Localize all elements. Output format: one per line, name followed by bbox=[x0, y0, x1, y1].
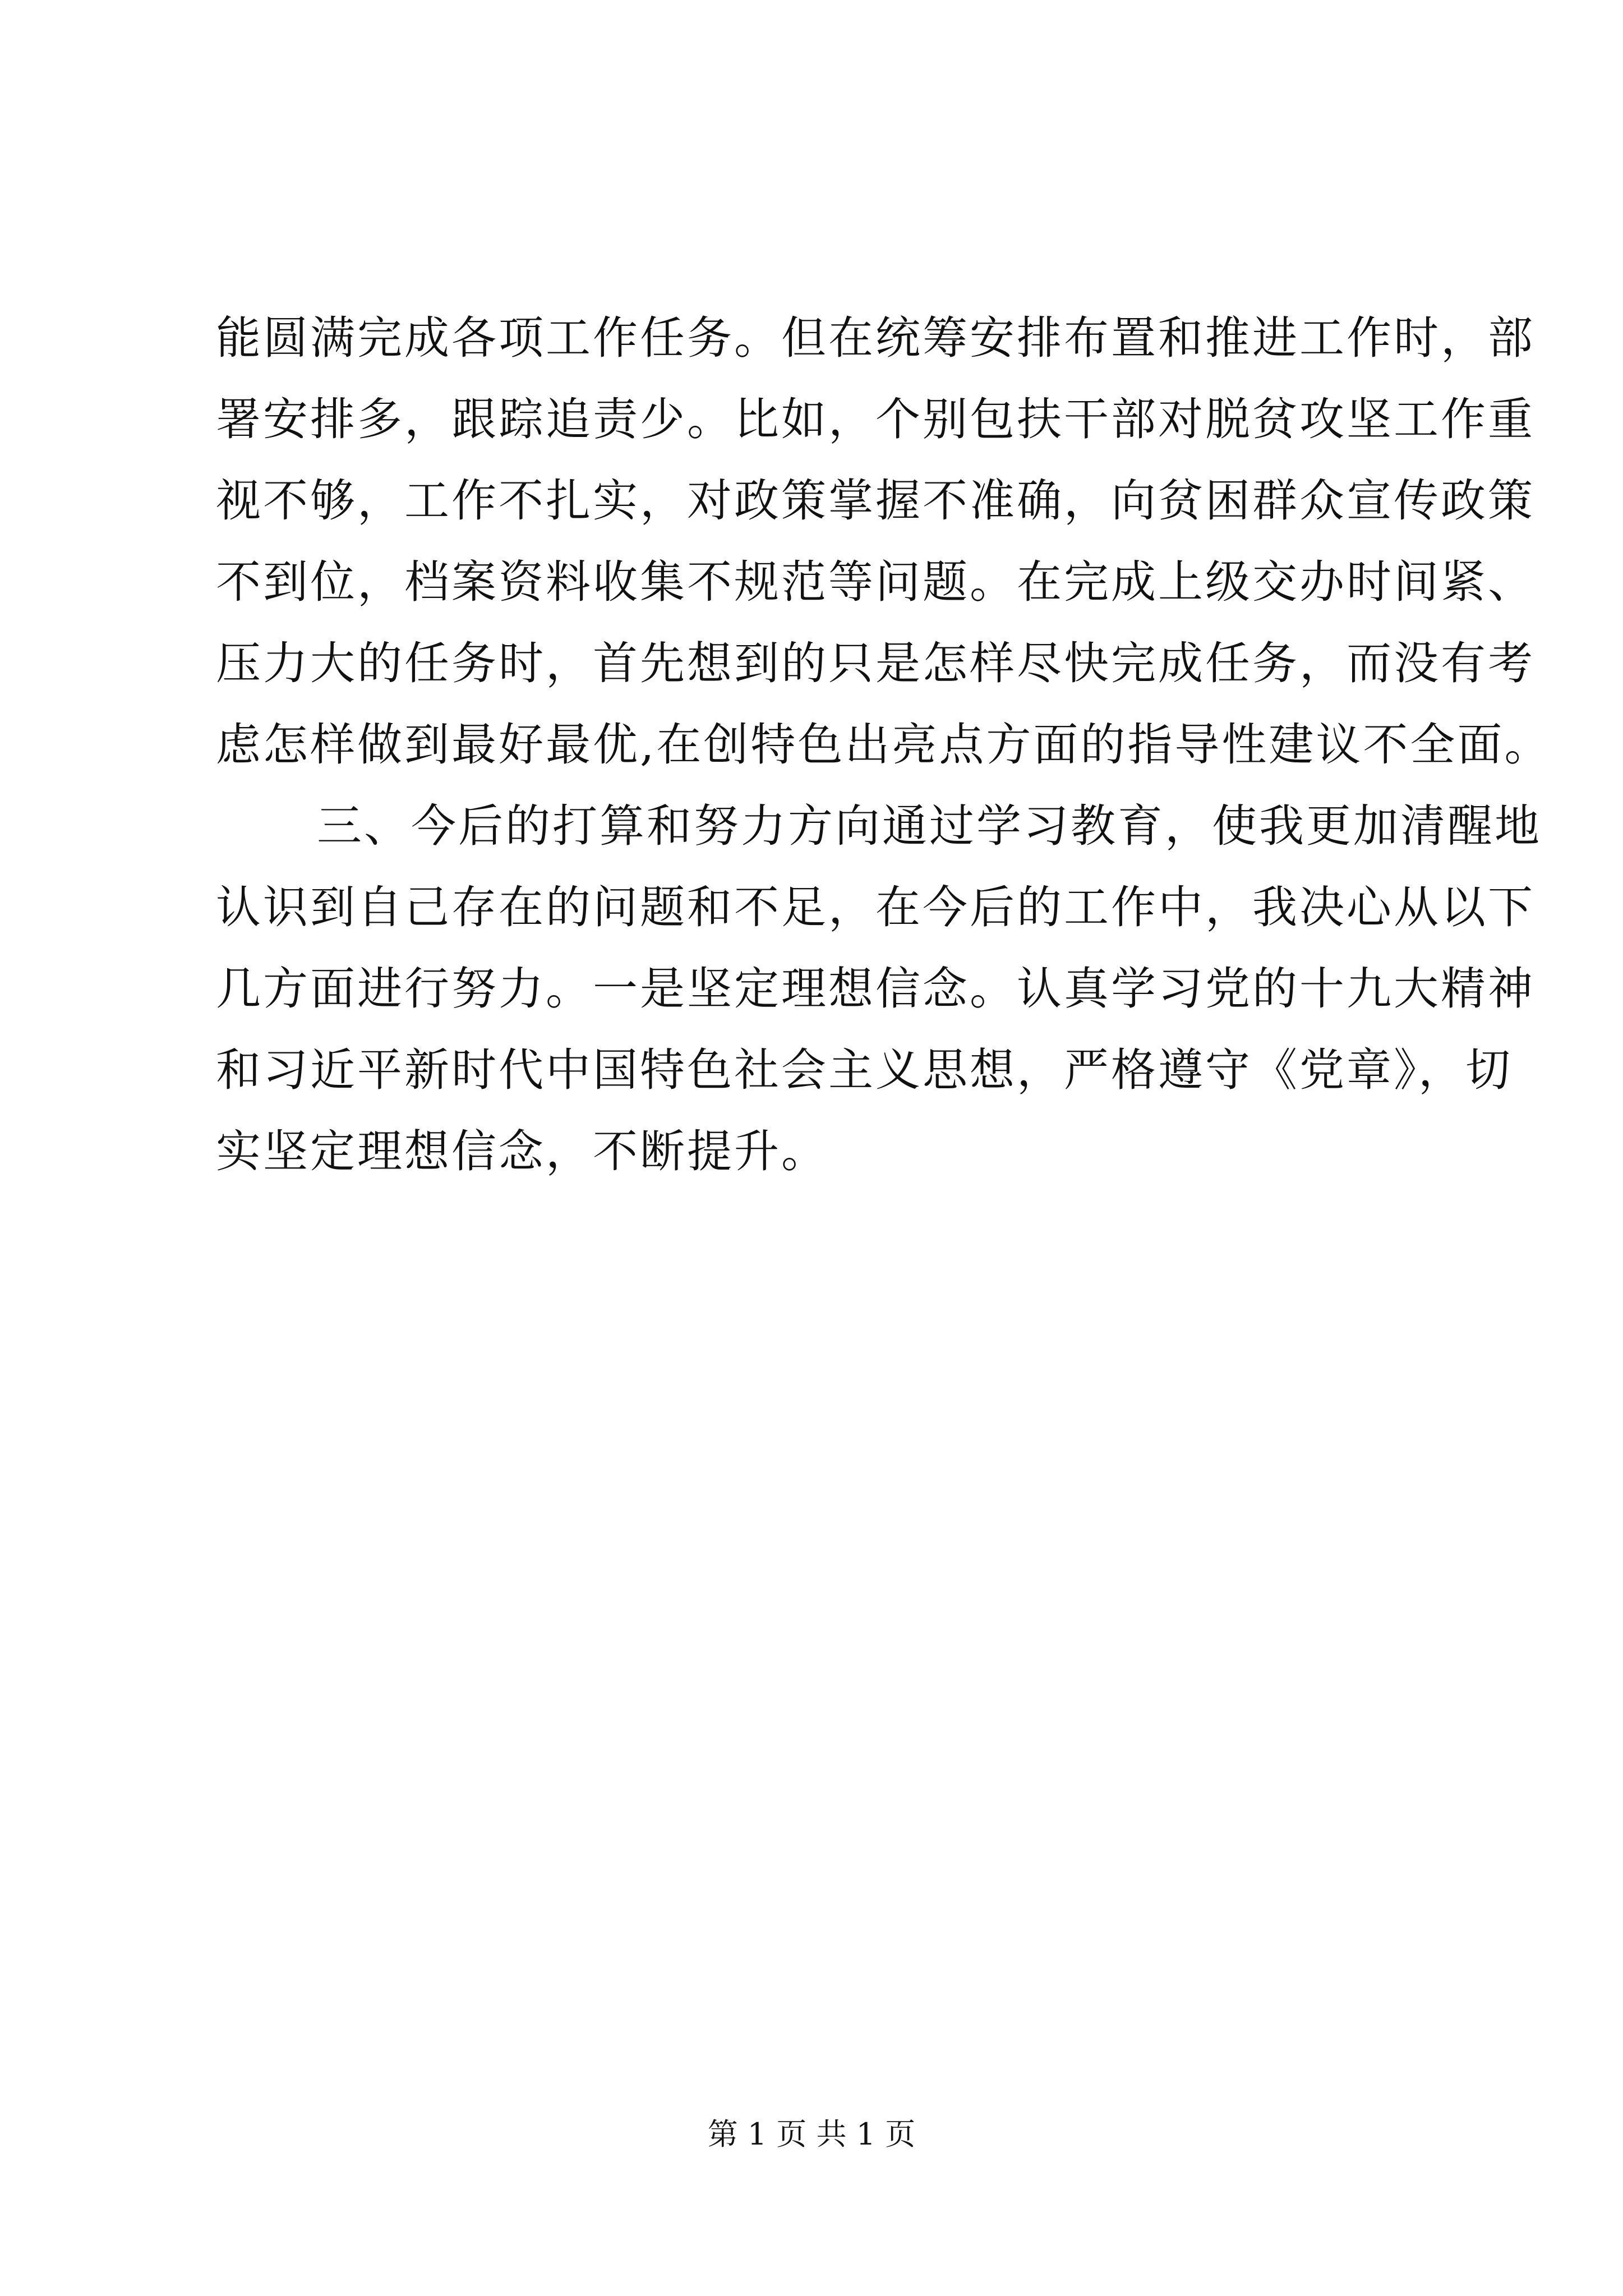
body-line: 不到位，档案资料收集不规范等问题。在完成上级交办时间紧、 bbox=[216, 556, 1535, 608]
body-line: 署安排多，跟踪追责少。比如，个别包扶干部对脱贫攻坚工作重 bbox=[216, 393, 1535, 445]
body-line: 虑怎样做到最好最优,在创特色出亮点方面的指导性建议不全面。 bbox=[216, 719, 1552, 771]
body-line: 和习近平新时代中国特色社会主义思想，严格遵守《党章》，切 bbox=[216, 1044, 1513, 1096]
body-line: 实坚定理想信念，不断提升。 bbox=[216, 1125, 828, 1177]
body-line: 视不够，工作不扎实，对政策掌握不准确，向贫困群众宣传政策 bbox=[216, 475, 1535, 527]
section-heading-line: 三、今后的打算和努力方向通过学习教育，使我更加清醒地 bbox=[317, 800, 1542, 852]
body-line: 认识到自己存在的问题和不足，在今后的工作中，我决心从以下 bbox=[216, 881, 1535, 933]
body-line: 几方面进行努力。一是坚定理想信念。认真学习党的十九大精神 bbox=[216, 963, 1535, 1015]
page-number-footer: 第 1 页 共 1 页 bbox=[707, 2116, 916, 2152]
document-body bbox=[216, 297, 1552, 1192]
body-line: 压力大的任务时，首先想到的只是怎样尽快完成任务，而没有考 bbox=[216, 637, 1535, 689]
body-line: 能圆满完成各项工作任务。但在统筹安排布置和推进工作时，部 bbox=[216, 312, 1535, 364]
